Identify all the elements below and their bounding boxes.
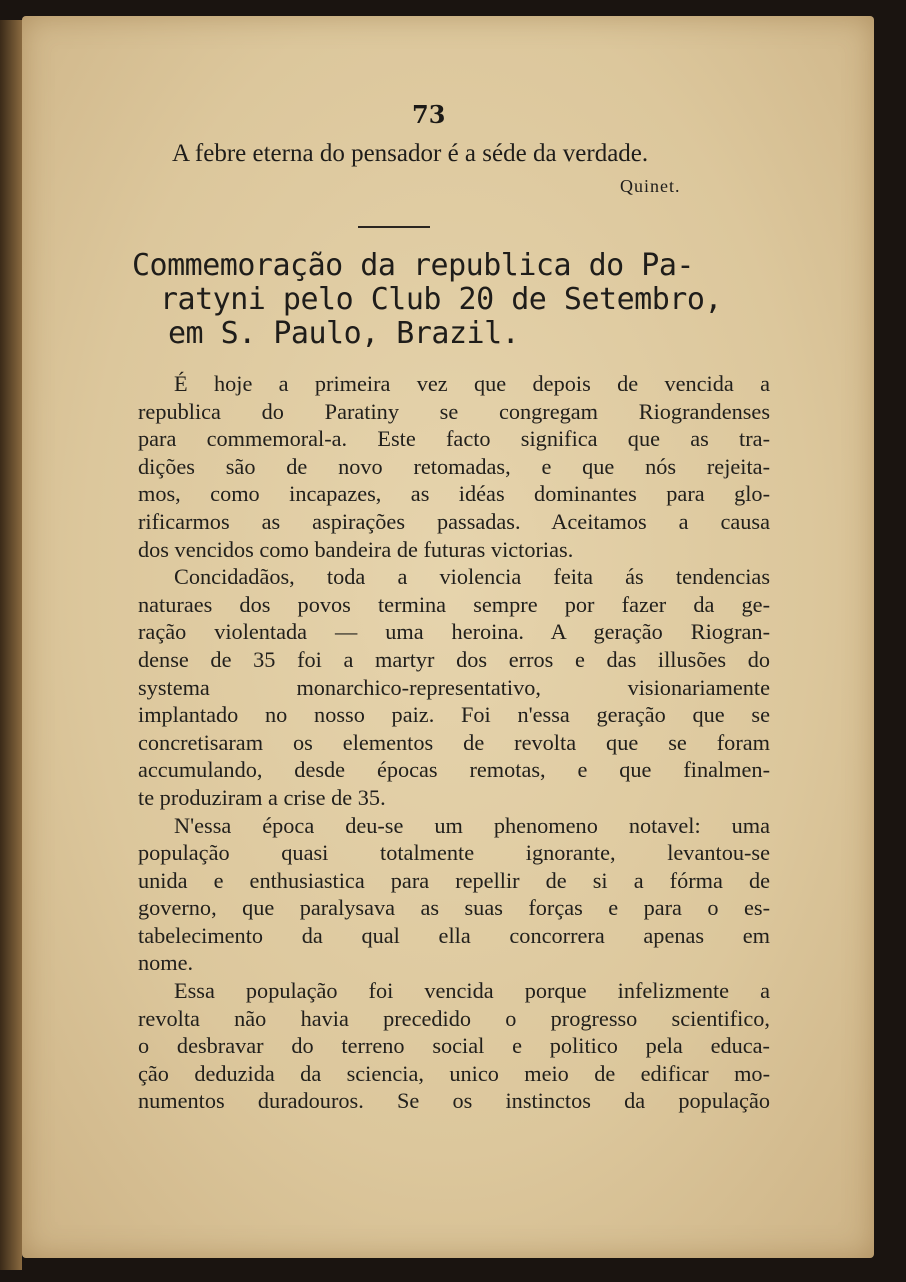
text-line: te produziram a crise de 35. bbox=[138, 784, 386, 810]
text-line: N'essa época deu-se um phenomeno notavel: uma bbox=[174, 812, 770, 838]
text-line: tabelecimento da qual ella concorrera apenas em bbox=[138, 922, 770, 948]
text-line: systema monarchico-representativo, visionariamente bbox=[138, 674, 770, 700]
epigraph-author: Quinet. bbox=[620, 176, 681, 196]
text-line: Essa população foi vencida porque infelizmente a bbox=[174, 978, 770, 1004]
text-line: republica do Paratiny se congregam Riograndenses bbox=[138, 398, 770, 424]
text-line: numentos duradouros. Se os instinctos da população bbox=[138, 1088, 770, 1114]
text-line: naturaes dos povos termina sempre por fazer da ge- bbox=[138, 591, 770, 617]
text-line: ração violentada — uma heroina. A geração Riogran- bbox=[138, 619, 770, 645]
section-divider bbox=[358, 226, 430, 228]
text-line: É hoje a primeira vez que depois de vencida a bbox=[174, 371, 770, 396]
heading-line-2: ratyni pelo Club 20 de Setembro, bbox=[160, 282, 722, 317]
text-line: concretisaram os elementos de revolta que se foram bbox=[138, 729, 770, 755]
text-line: ção deduzida da sciencia, unico meio de edificar mo- bbox=[138, 1060, 770, 1086]
text-line: Concidadãos, toda a violencia feita ás tendencias bbox=[174, 564, 770, 590]
text-line: dos vencidos como bandeira de futuras victorias. bbox=[138, 536, 574, 562]
text-line: população quasi totalmente ignorante, levantou-se bbox=[138, 840, 770, 866]
epigraph-quote: A febre eterna do pensador é a séde da verdade. bbox=[172, 140, 649, 167]
text-line: implantado no nosso paiz. Foi n'essa geração que se bbox=[138, 702, 770, 728]
text-line: dições são de novo retomadas, e que nós rejeita- bbox=[138, 453, 770, 479]
page-number: 73 bbox=[412, 100, 446, 129]
book-spine-shadow bbox=[0, 20, 22, 1270]
text-line: governo, que paralysava as suas forças e para o es- bbox=[138, 895, 770, 921]
text-line: o desbravar do terreno social e politico pela educa- bbox=[138, 1033, 770, 1059]
text-line: unida e enthusiastica para repellir de si a fórma de bbox=[138, 867, 770, 893]
text-line: nome. bbox=[138, 950, 194, 976]
heading-line-1: Commemoração da republica do Pa- bbox=[132, 248, 694, 283]
text-line: mos, como incapazes, as idéas dominantes para glo- bbox=[138, 481, 770, 507]
text-line: rificarmos as aspirações passadas. Aceitamos a causa bbox=[138, 508, 770, 534]
text-line: revolta não havia precedido o progresso scientifico, bbox=[138, 1005, 770, 1031]
heading-line-3: em S. Paulo, Brazil. bbox=[168, 316, 520, 351]
text-line: para commemoral-a. Este facto significa que as tra- bbox=[138, 426, 770, 452]
body-text bbox=[138, 370, 770, 1115]
text-line: accumulando, desde épocas remotas, e que finalmen- bbox=[138, 757, 770, 783]
text-line: dense de 35 foi a martyr dos erros e das illusões do bbox=[138, 646, 770, 672]
